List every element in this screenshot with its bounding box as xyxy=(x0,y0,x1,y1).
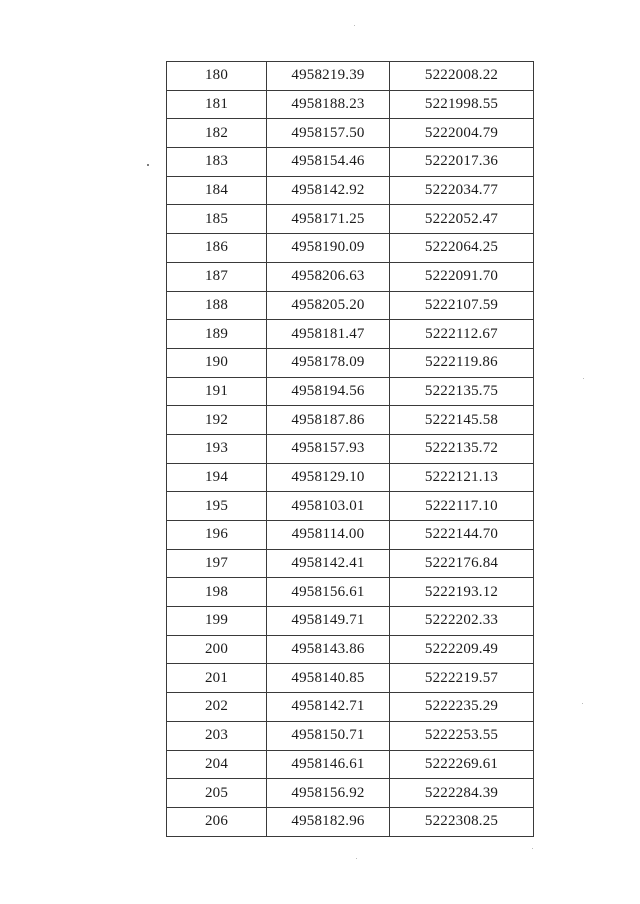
scan-speck xyxy=(582,703,583,704)
table-row xyxy=(167,492,534,521)
x-coordinate-cell: 4958156.61 xyxy=(267,578,390,607)
point-number-cell: 184 xyxy=(167,176,267,205)
y-coordinate-cell: 5222219.57 xyxy=(390,664,534,693)
point-number-cell: 201 xyxy=(167,664,267,693)
x-coordinate-cell: 4958114.00 xyxy=(267,521,390,550)
x-coordinate-cell: 4958150.71 xyxy=(267,721,390,750)
point-number-cell: 182 xyxy=(167,119,267,148)
y-coordinate-cell: 5222135.72 xyxy=(390,434,534,463)
y-coordinate-cell: 5222117.10 xyxy=(390,492,534,521)
y-coordinate-cell: 5221998.55 xyxy=(390,90,534,119)
scan-speck xyxy=(354,25,355,26)
point-number-cell: 188 xyxy=(167,291,267,320)
scan-speck xyxy=(583,378,584,379)
x-coordinate-cell: 4958140.85 xyxy=(267,664,390,693)
table-row xyxy=(167,205,534,234)
table-row xyxy=(167,62,534,91)
x-coordinate-cell: 4958181.47 xyxy=(267,320,390,349)
x-coordinate-cell: 4958206.63 xyxy=(267,262,390,291)
y-coordinate-cell: 5222091.70 xyxy=(390,262,534,291)
x-coordinate-cell: 4958142.41 xyxy=(267,549,390,578)
point-number-cell: 193 xyxy=(167,434,267,463)
point-number-cell: 196 xyxy=(167,521,267,550)
point-number-cell: 187 xyxy=(167,262,267,291)
x-coordinate-cell: 4958142.92 xyxy=(267,176,390,205)
point-number-cell: 183 xyxy=(167,148,267,177)
table-row xyxy=(167,779,534,808)
y-coordinate-cell: 5222034.77 xyxy=(390,176,534,205)
table-row xyxy=(167,521,534,550)
table-row xyxy=(167,262,534,291)
x-coordinate-cell: 4958142.71 xyxy=(267,693,390,722)
point-number-cell: 186 xyxy=(167,234,267,263)
x-coordinate-cell: 4958157.50 xyxy=(267,119,390,148)
point-number-cell: 192 xyxy=(167,406,267,435)
y-coordinate-cell: 5222193.12 xyxy=(390,578,534,607)
x-coordinate-cell: 4958156.92 xyxy=(267,779,390,808)
x-coordinate-cell: 4958149.71 xyxy=(267,607,390,636)
coordinates-table-body xyxy=(167,62,534,837)
y-coordinate-cell: 5222145.58 xyxy=(390,406,534,435)
table-row xyxy=(167,578,534,607)
x-coordinate-cell: 4958103.01 xyxy=(267,492,390,521)
y-coordinate-cell: 5222135.75 xyxy=(390,377,534,406)
x-coordinate-cell: 4958182.96 xyxy=(267,807,390,836)
table-row xyxy=(167,721,534,750)
scan-speck xyxy=(356,858,357,859)
y-coordinate-cell: 5222008.22 xyxy=(390,62,534,91)
y-coordinate-cell: 5222112.67 xyxy=(390,320,534,349)
x-coordinate-cell: 4958146.61 xyxy=(267,750,390,779)
table-row xyxy=(167,463,534,492)
x-coordinate-cell: 4958171.25 xyxy=(267,205,390,234)
x-coordinate-cell: 4958157.93 xyxy=(267,434,390,463)
y-coordinate-cell: 5222107.59 xyxy=(390,291,534,320)
x-coordinate-cell: 4958194.56 xyxy=(267,377,390,406)
y-coordinate-cell: 5222209.49 xyxy=(390,635,534,664)
table-row xyxy=(167,750,534,779)
point-number-cell: 185 xyxy=(167,205,267,234)
point-number-cell: 202 xyxy=(167,693,267,722)
x-coordinate-cell: 4958187.86 xyxy=(267,406,390,435)
table-row xyxy=(167,176,534,205)
table-row xyxy=(167,320,534,349)
table-row xyxy=(167,607,534,636)
y-coordinate-cell: 5222253.55 xyxy=(390,721,534,750)
table-row xyxy=(167,693,534,722)
point-number-cell: 189 xyxy=(167,320,267,349)
y-coordinate-cell: 5222144.70 xyxy=(390,521,534,550)
y-coordinate-cell: 5222064.25 xyxy=(390,234,534,263)
point-number-cell: 194 xyxy=(167,463,267,492)
scan-speck xyxy=(147,164,149,166)
point-number-cell: 200 xyxy=(167,635,267,664)
table-row xyxy=(167,549,534,578)
point-number-cell: 197 xyxy=(167,549,267,578)
point-number-cell: 206 xyxy=(167,807,267,836)
y-coordinate-cell: 5222176.84 xyxy=(390,549,534,578)
table-row xyxy=(167,434,534,463)
table-row xyxy=(167,377,534,406)
x-coordinate-cell: 4958219.39 xyxy=(267,62,390,91)
point-number-cell: 204 xyxy=(167,750,267,779)
table-row xyxy=(167,807,534,836)
table-row xyxy=(167,291,534,320)
y-coordinate-cell: 5222269.61 xyxy=(390,750,534,779)
y-coordinate-cell: 5222004.79 xyxy=(390,119,534,148)
x-coordinate-cell: 4958129.10 xyxy=(267,463,390,492)
y-coordinate-cell: 5222052.47 xyxy=(390,205,534,234)
x-coordinate-cell: 4958190.09 xyxy=(267,234,390,263)
table-row xyxy=(167,90,534,119)
point-number-cell: 198 xyxy=(167,578,267,607)
x-coordinate-cell: 4958188.23 xyxy=(267,90,390,119)
y-coordinate-cell: 5222235.29 xyxy=(390,693,534,722)
point-number-cell: 203 xyxy=(167,721,267,750)
y-coordinate-cell: 5222308.25 xyxy=(390,807,534,836)
y-coordinate-cell: 5222284.39 xyxy=(390,779,534,808)
y-coordinate-cell: 5222202.33 xyxy=(390,607,534,636)
table-row xyxy=(167,406,534,435)
table-row xyxy=(167,348,534,377)
y-coordinate-cell: 5222121.13 xyxy=(390,463,534,492)
table-row xyxy=(167,148,534,177)
x-coordinate-cell: 4958178.09 xyxy=(267,348,390,377)
point-number-cell: 181 xyxy=(167,90,267,119)
point-number-cell: 191 xyxy=(167,377,267,406)
scan-speck xyxy=(532,848,533,849)
table-row xyxy=(167,234,534,263)
coordinates-table xyxy=(166,61,534,837)
table-row xyxy=(167,119,534,148)
point-number-cell: 199 xyxy=(167,607,267,636)
point-number-cell: 195 xyxy=(167,492,267,521)
table-row xyxy=(167,635,534,664)
point-number-cell: 190 xyxy=(167,348,267,377)
point-number-cell: 205 xyxy=(167,779,267,808)
table-row xyxy=(167,664,534,693)
y-coordinate-cell: 5222119.86 xyxy=(390,348,534,377)
x-coordinate-cell: 4958143.86 xyxy=(267,635,390,664)
x-coordinate-cell: 4958154.46 xyxy=(267,148,390,177)
x-coordinate-cell: 4958205.20 xyxy=(267,291,390,320)
y-coordinate-cell: 5222017.36 xyxy=(390,148,534,177)
point-number-cell: 180 xyxy=(167,62,267,91)
